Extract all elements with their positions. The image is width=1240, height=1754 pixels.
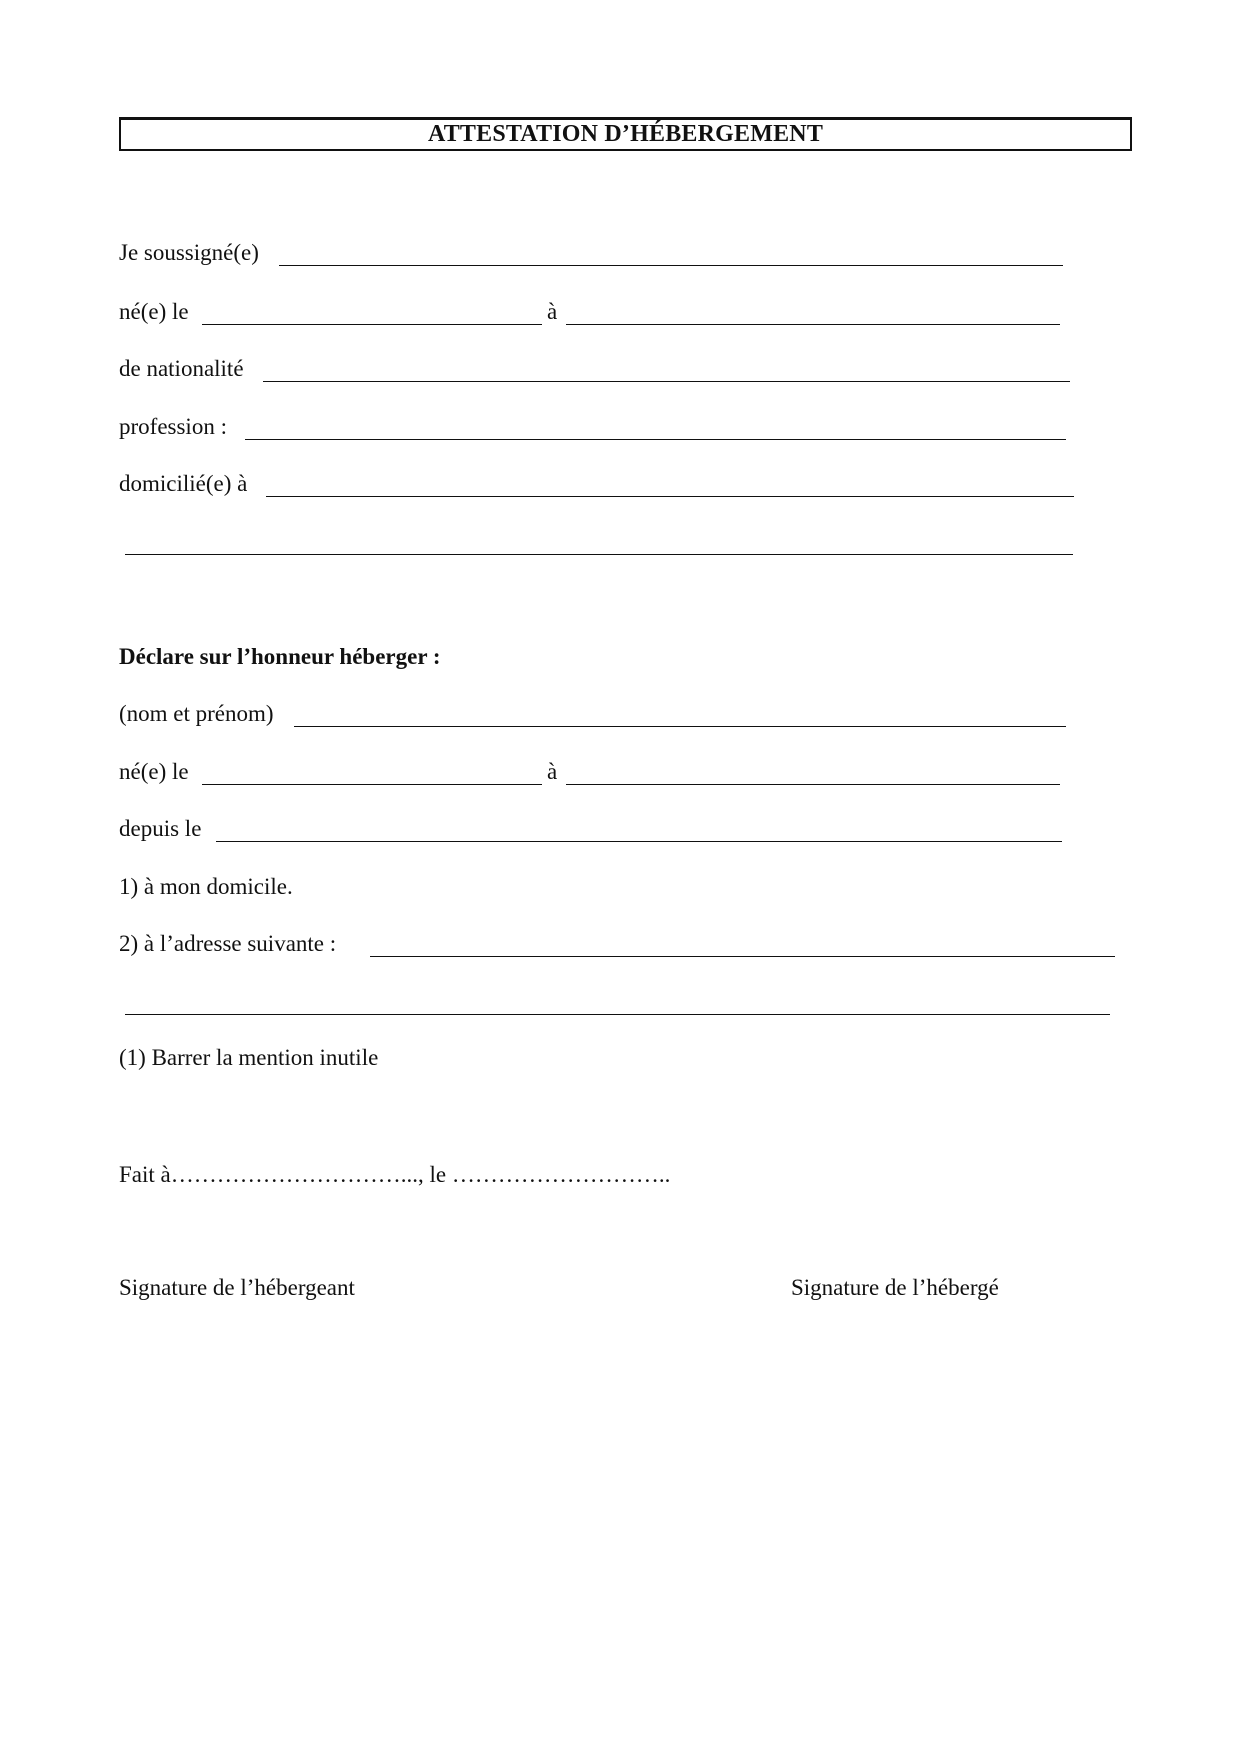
field-domicile[interactable]: [266, 496, 1074, 497]
field-nom-prenom[interactable]: [294, 726, 1066, 727]
place-date: Fait à…………………………..., le ………………………..: [119, 1162, 671, 1187]
field-nationalite[interactable]: [263, 381, 1070, 382]
field-guest-birth-place[interactable]: [566, 784, 1060, 785]
field-adresse-line-2[interactable]: [125, 1014, 1110, 1015]
label-depuis-le: depuis le: [119, 816, 202, 841]
option-adresse-suivante: 2) à l’adresse suivante :: [119, 931, 337, 956]
footnote: (1) Barrer la mention inutile: [119, 1045, 379, 1070]
label-nom-prenom: (nom et prénom): [119, 701, 274, 726]
label-nationalite: de nationalité: [119, 356, 244, 381]
document-title: ATTESTATION D’HÉBERGEMENT: [427, 121, 824, 147]
field-adresse[interactable]: [370, 956, 1115, 957]
field-soussigne[interactable]: [279, 265, 1063, 266]
signature-guest-label: Signature de l’hébergé: [791, 1275, 999, 1300]
label-soussigne: Je soussigné(e): [119, 240, 259, 265]
label-domicilie: domicilié(e) à: [119, 471, 248, 496]
title-box: [119, 117, 1132, 151]
field-profession[interactable]: [245, 439, 1066, 440]
field-depuis-le[interactable]: [216, 841, 1062, 842]
field-domicile-line-2[interactable]: [125, 554, 1073, 555]
signature-host-label: Signature de l’hébergeant: [119, 1275, 355, 1300]
field-guest-birth-date[interactable]: [202, 784, 542, 785]
label-profession: profession :: [119, 414, 227, 439]
option-mon-domicile: 1) à mon domicile.: [119, 874, 293, 899]
label-guest-a: à: [547, 759, 558, 784]
label-guest-ne-le: né(e) le: [119, 759, 189, 784]
label-ne-le: né(e) le: [119, 299, 189, 324]
field-host-birth-place[interactable]: [566, 324, 1060, 325]
guest-heading: Déclare sur l’honneur héberger :: [119, 644, 441, 669]
field-host-birth-date[interactable]: [202, 324, 542, 325]
label-a: à: [547, 299, 558, 324]
